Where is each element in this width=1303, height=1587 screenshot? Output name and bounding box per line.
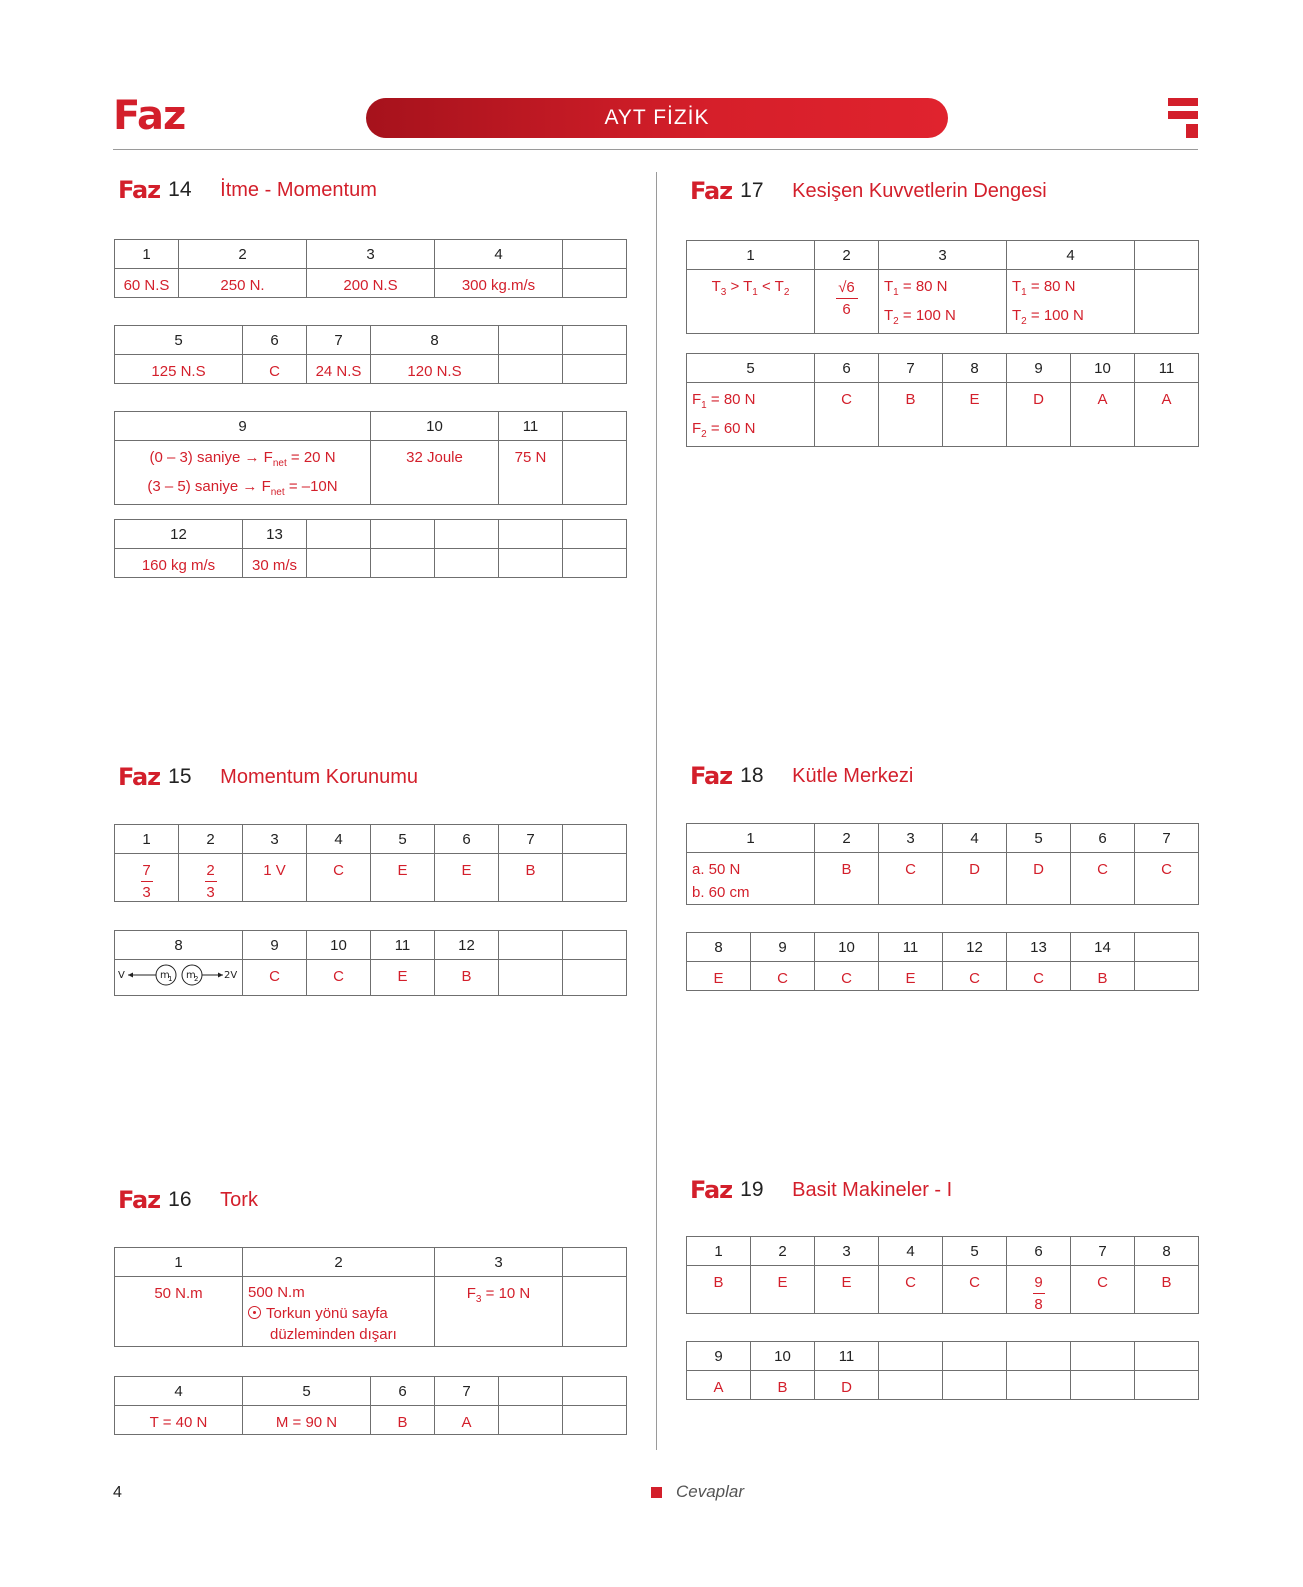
section-17-title xyxy=(690,176,1047,206)
section-name: Kesişen Kuvvetlerin Dengesi xyxy=(792,179,1047,202)
header-rule xyxy=(113,149,1198,150)
question-number: 7 xyxy=(499,825,563,854)
question-number: 5 xyxy=(243,1377,371,1406)
question-number: 14 xyxy=(1071,933,1135,962)
question-number: 9 xyxy=(1007,354,1071,383)
answer-text: T xyxy=(1012,307,1022,324)
question-number: 5 xyxy=(115,326,243,355)
empty-cell xyxy=(371,549,435,578)
answer xyxy=(687,270,815,334)
subject-banner xyxy=(366,98,948,138)
answer-subscript: 3 xyxy=(720,287,727,298)
square-icon xyxy=(651,1487,662,1498)
answer-text: (3 – 5) saniye → F xyxy=(147,478,271,495)
page-number: 4 xyxy=(113,1484,122,1501)
question-number: 6 xyxy=(243,326,307,355)
question-number: 8 xyxy=(1135,1237,1199,1266)
answer-text: T xyxy=(884,278,894,295)
question-number: 3 xyxy=(879,824,943,853)
empty-cell xyxy=(1135,1371,1199,1400)
answer-text: düzleminden dışarı xyxy=(270,1326,397,1343)
question-number: 5 xyxy=(943,1237,1007,1266)
empty-cell xyxy=(943,1342,1007,1371)
mini-logo: Faz xyxy=(118,763,161,791)
section-name: Tork xyxy=(220,1188,258,1211)
fraction-numerator: 7 xyxy=(142,862,151,879)
empty-cell xyxy=(1135,962,1199,991)
empty-cell xyxy=(563,825,627,854)
question-number: 3 xyxy=(307,240,435,269)
empty-cell xyxy=(563,1277,627,1347)
answer: C xyxy=(307,854,371,902)
question-number: 7 xyxy=(1071,1237,1135,1266)
answer: D xyxy=(815,1371,879,1400)
question-number: 3 xyxy=(815,1237,879,1266)
question-number: 12 xyxy=(115,520,243,549)
answer-table-14c xyxy=(114,411,627,505)
answer-text: T xyxy=(884,307,894,324)
answer-table-18b xyxy=(686,932,1199,991)
question-number: 11 xyxy=(499,412,563,441)
question-number: 7 xyxy=(1135,824,1199,853)
fraction-numerator: 9 xyxy=(1034,1274,1043,1291)
answer-text: a. 50 N xyxy=(692,861,741,878)
answer: 300 kg.m/s xyxy=(435,269,563,298)
empty-cell xyxy=(563,355,627,384)
answer-subscript: 1 xyxy=(701,400,707,411)
question-number: 8 xyxy=(687,933,751,962)
answer-subscript: 2 xyxy=(1021,316,1027,327)
answer-table-17a xyxy=(686,240,1199,334)
question-number: 13 xyxy=(243,520,307,549)
question-number: 1 xyxy=(115,1248,243,1277)
answer-text: > T xyxy=(726,278,753,295)
mass-1-subscript: 1 xyxy=(168,975,173,983)
answer: E xyxy=(943,383,1007,447)
answer-table-16b xyxy=(114,1376,627,1435)
question-number: 11 xyxy=(815,1342,879,1371)
footer-label xyxy=(651,1482,744,1502)
empty-cell xyxy=(499,520,563,549)
faz-icon xyxy=(1168,98,1198,138)
section-19-title xyxy=(690,1175,952,1205)
answer: B xyxy=(687,1266,751,1314)
question-number: 9 xyxy=(751,933,815,962)
empty-cell xyxy=(1007,1371,1071,1400)
section-14-title xyxy=(118,175,377,205)
answer xyxy=(1007,270,1135,334)
answer: A xyxy=(1135,383,1199,447)
empty-cell xyxy=(563,412,627,441)
question-number: 12 xyxy=(435,931,499,960)
answer-table-16a xyxy=(114,1247,627,1347)
empty-cell xyxy=(1135,241,1199,270)
section-number: 15 xyxy=(168,765,192,788)
fraction-denominator: 3 xyxy=(206,884,215,901)
answer: C xyxy=(243,960,307,996)
velocity-left-label: V xyxy=(118,970,125,981)
question-number: 10 xyxy=(371,412,499,441)
fraction-bar xyxy=(141,881,153,882)
answer-text: = 20 N xyxy=(286,449,336,466)
question-number: 4 xyxy=(307,825,371,854)
answer: B xyxy=(435,960,499,996)
mini-logo: Faz xyxy=(690,762,733,790)
answer-text: (0 – 3) saniye → F xyxy=(149,449,273,466)
answer-table-17b xyxy=(686,353,1199,447)
answer: 75 N xyxy=(499,441,563,505)
answer: D xyxy=(943,853,1007,905)
question-number: 7 xyxy=(307,326,371,355)
question-number: 8 xyxy=(115,931,243,960)
answer: C xyxy=(1071,853,1135,905)
question-number: 10 xyxy=(1071,354,1135,383)
answer-table-19b xyxy=(686,1341,1199,1400)
fraction-bar xyxy=(205,881,217,882)
answer-subscript: 1 xyxy=(1021,287,1027,298)
fraction-denominator: 6 xyxy=(842,301,851,318)
answer: C xyxy=(1071,1266,1135,1314)
question-number: 4 xyxy=(115,1377,243,1406)
answer: E xyxy=(435,854,499,902)
answer-subscript: 2 xyxy=(701,429,707,440)
question-number: 5 xyxy=(687,354,815,383)
question-number: 6 xyxy=(815,354,879,383)
footer-text: Cevaplar xyxy=(676,1482,745,1501)
empty-cell xyxy=(499,326,563,355)
section-18-title xyxy=(690,761,913,791)
answer xyxy=(879,270,1007,334)
question-number: 2 xyxy=(179,825,243,854)
answer: B xyxy=(371,1406,435,1435)
section-name: Kütle Merkezi xyxy=(792,764,914,787)
section-name: İtme - Momentum xyxy=(220,178,377,201)
answer: B xyxy=(499,854,563,902)
answer: 30 m/s xyxy=(243,549,307,578)
question-number: 4 xyxy=(435,240,563,269)
question-number: 12 xyxy=(943,933,1007,962)
answer-subscript: 2 xyxy=(893,316,899,327)
mini-logo: Faz xyxy=(118,1186,161,1214)
empty-cell xyxy=(1135,933,1199,962)
question-number: 1 xyxy=(687,241,815,270)
answer xyxy=(815,270,879,334)
answer: A xyxy=(1071,383,1135,447)
answer-text: F xyxy=(692,391,702,408)
empty-cell xyxy=(563,931,627,960)
answer: E xyxy=(687,962,751,991)
question-number: 4 xyxy=(943,824,1007,853)
answer xyxy=(243,1277,435,1347)
empty-cell xyxy=(307,520,371,549)
empty-cell xyxy=(1071,1342,1135,1371)
question-number: 6 xyxy=(1071,824,1135,853)
section-number: 17 xyxy=(740,179,764,202)
answer xyxy=(115,441,371,505)
question-number: 9 xyxy=(115,412,371,441)
question-number: 13 xyxy=(1007,933,1071,962)
answer: C xyxy=(943,1266,1007,1314)
question-number: 10 xyxy=(751,1342,815,1371)
answer: 125 N.S xyxy=(115,355,243,384)
question-number: 2 xyxy=(243,1248,435,1277)
answer: B xyxy=(879,383,943,447)
answer: C xyxy=(879,853,943,905)
question-number: 4 xyxy=(879,1237,943,1266)
answer-table-18a xyxy=(686,823,1199,905)
fraction-bar xyxy=(1033,1293,1045,1294)
answer: B xyxy=(751,1371,815,1400)
answer-subscript: 1 xyxy=(752,287,758,298)
fraction-numerator: 2 xyxy=(206,862,215,879)
answer-table-15a xyxy=(114,824,627,902)
empty-cell xyxy=(499,549,563,578)
answer xyxy=(687,853,815,905)
fraction-bar xyxy=(836,298,858,299)
answer: T = 40 N xyxy=(115,1406,243,1435)
mini-logo: Faz xyxy=(690,177,733,205)
answer xyxy=(687,383,815,447)
answer: B xyxy=(1135,1266,1199,1314)
answer-table-14d xyxy=(114,519,627,578)
collision-diagram xyxy=(115,960,243,996)
question-number: 11 xyxy=(371,931,435,960)
answer: D xyxy=(1007,383,1071,447)
question-number: 2 xyxy=(751,1237,815,1266)
empty-cell xyxy=(563,549,627,578)
question-number: 9 xyxy=(687,1342,751,1371)
answer xyxy=(435,1277,563,1347)
question-number: 8 xyxy=(943,354,1007,383)
empty-cell xyxy=(563,1377,627,1406)
velocity-right-label: 2V xyxy=(224,970,238,981)
answer-text: = 80 N xyxy=(706,391,756,408)
answer: E xyxy=(815,1266,879,1314)
answer: E xyxy=(371,960,435,996)
section-number: 18 xyxy=(740,764,764,787)
answer-subscript: 3 xyxy=(475,1294,482,1305)
answer: A xyxy=(435,1406,499,1435)
answer: 120 N.S xyxy=(371,355,499,384)
answer-table-15b xyxy=(114,930,627,996)
question-number: 3 xyxy=(879,241,1007,270)
empty-cell xyxy=(563,1248,627,1277)
mass-1-label: m xyxy=(160,970,170,981)
answer: C xyxy=(751,962,815,991)
answer: C xyxy=(943,962,1007,991)
answer: C xyxy=(1007,962,1071,991)
answer-subscript: net xyxy=(272,458,287,469)
answer-text: = 100 N xyxy=(1026,307,1084,324)
question-number: 1 xyxy=(687,1237,751,1266)
answer-subscript: net xyxy=(270,487,285,498)
answer xyxy=(115,854,179,902)
question-number: 2 xyxy=(815,241,879,270)
answer-subscript: 2 xyxy=(783,287,790,298)
question-number: 2 xyxy=(179,240,307,269)
fraction-numerator: √6 xyxy=(838,279,855,296)
empty-cell xyxy=(563,1406,627,1435)
mini-logo: Faz xyxy=(118,176,161,204)
question-number: 1 xyxy=(115,825,179,854)
empty-cell xyxy=(307,549,371,578)
question-number: 11 xyxy=(879,933,943,962)
question-number: 10 xyxy=(307,931,371,960)
answer: D xyxy=(1007,853,1071,905)
answer: A xyxy=(687,1371,751,1400)
question-number: 4 xyxy=(1007,241,1135,270)
empty-cell xyxy=(879,1371,943,1400)
empty-cell xyxy=(563,960,627,996)
answer-table-19a xyxy=(686,1236,1199,1314)
answer-text: F xyxy=(692,420,702,437)
answer: 250 N. xyxy=(179,269,307,298)
mass-2-label: m xyxy=(186,970,196,981)
answer: 50 N.m xyxy=(115,1277,243,1347)
question-number: 8 xyxy=(371,326,499,355)
section-15-title xyxy=(118,762,418,792)
empty-cell xyxy=(1135,1342,1199,1371)
question-number: 11 xyxy=(1135,354,1199,383)
empty-cell xyxy=(563,240,627,269)
answer-text: F xyxy=(466,1285,476,1302)
question-number: 9 xyxy=(243,931,307,960)
answer-table-14b xyxy=(114,325,627,384)
section-number: 14 xyxy=(168,178,192,201)
question-number: 7 xyxy=(879,354,943,383)
mass-2-subscript: 2 xyxy=(194,975,199,983)
answer-text: T xyxy=(1012,278,1022,295)
section-name: Momentum Korunumu xyxy=(220,765,419,788)
question-number: 6 xyxy=(1007,1237,1071,1266)
answer: C xyxy=(815,962,879,991)
section-number: 19 xyxy=(740,1178,764,1201)
answer-text: Torkun yönü sayfa xyxy=(266,1305,388,1322)
faz-logo: Faz xyxy=(113,93,186,139)
answer: C xyxy=(1135,853,1199,905)
question-number: 1 xyxy=(115,240,179,269)
question-number: 7 xyxy=(435,1377,499,1406)
empty-cell xyxy=(499,1377,563,1406)
column-divider xyxy=(656,172,657,1450)
answer-text: = –10N xyxy=(284,478,338,495)
question-number: 5 xyxy=(371,825,435,854)
empty-cell xyxy=(435,520,499,549)
answer: 200 N.S xyxy=(307,269,435,298)
answer-text: = 80 N xyxy=(898,278,948,295)
answer: C xyxy=(879,1266,943,1314)
answer-subscript: 1 xyxy=(893,287,899,298)
mini-logo: Faz xyxy=(690,1176,733,1204)
answer: C xyxy=(815,383,879,447)
answer: 24 N.S xyxy=(307,355,371,384)
empty-cell xyxy=(1135,270,1199,334)
answer: E xyxy=(879,962,943,991)
empty-cell xyxy=(563,520,627,549)
empty-cell xyxy=(563,854,627,902)
answer: 1 V xyxy=(243,854,307,902)
answer: E xyxy=(751,1266,815,1314)
answer: M = 90 N xyxy=(243,1406,371,1435)
fraction-denominator: 3 xyxy=(142,884,151,901)
empty-cell xyxy=(1071,1371,1135,1400)
question-number: 2 xyxy=(815,824,879,853)
answer: 160 kg m/s xyxy=(115,549,243,578)
answer-table-14a xyxy=(114,239,627,298)
empty-cell xyxy=(499,960,563,996)
answer-text: = 10 N xyxy=(481,1285,531,1302)
empty-cell xyxy=(499,1406,563,1435)
fraction-denominator: 8 xyxy=(1034,1296,1043,1313)
question-number: 3 xyxy=(243,825,307,854)
empty-cell xyxy=(879,1342,943,1371)
answer-text: < T xyxy=(757,278,784,295)
answer: C xyxy=(307,960,371,996)
question-number: 3 xyxy=(435,1248,563,1277)
answer xyxy=(179,854,243,902)
answer-text: = 60 N xyxy=(706,420,756,437)
answer: E xyxy=(371,854,435,902)
empty-cell xyxy=(563,326,627,355)
question-number: 6 xyxy=(435,825,499,854)
banner-title: AYT FİZİK xyxy=(604,106,710,129)
question-number: 1 xyxy=(687,824,815,853)
dot-out-of-page-icon xyxy=(248,1306,261,1319)
answer-text: = 80 N xyxy=(1026,278,1076,295)
empty-cell xyxy=(371,520,435,549)
answer: 60 N.S xyxy=(115,269,179,298)
section-name: Basit Makineler - I xyxy=(792,1178,953,1201)
empty-cell xyxy=(499,355,563,384)
answer: C xyxy=(243,355,307,384)
answer xyxy=(1007,1266,1071,1314)
empty-cell xyxy=(943,1371,1007,1400)
empty-cell xyxy=(435,549,499,578)
question-number: 6 xyxy=(371,1377,435,1406)
answer-text: b. 60 cm xyxy=(692,884,750,901)
answer-text: = 100 N xyxy=(898,307,956,324)
empty-cell xyxy=(1007,1342,1071,1371)
empty-cell xyxy=(499,931,563,960)
empty-cell xyxy=(563,441,627,505)
answer-text: 500 N.m xyxy=(248,1284,305,1301)
answer: 32 Joule xyxy=(371,441,499,505)
answer: B xyxy=(1071,962,1135,991)
section-16-title xyxy=(118,1185,258,1215)
answer: B xyxy=(815,853,879,905)
answer-text: T xyxy=(711,278,721,295)
question-number: 10 xyxy=(815,933,879,962)
question-number: 5 xyxy=(1007,824,1071,853)
section-number: 16 xyxy=(168,1188,192,1211)
empty-cell xyxy=(563,269,627,298)
